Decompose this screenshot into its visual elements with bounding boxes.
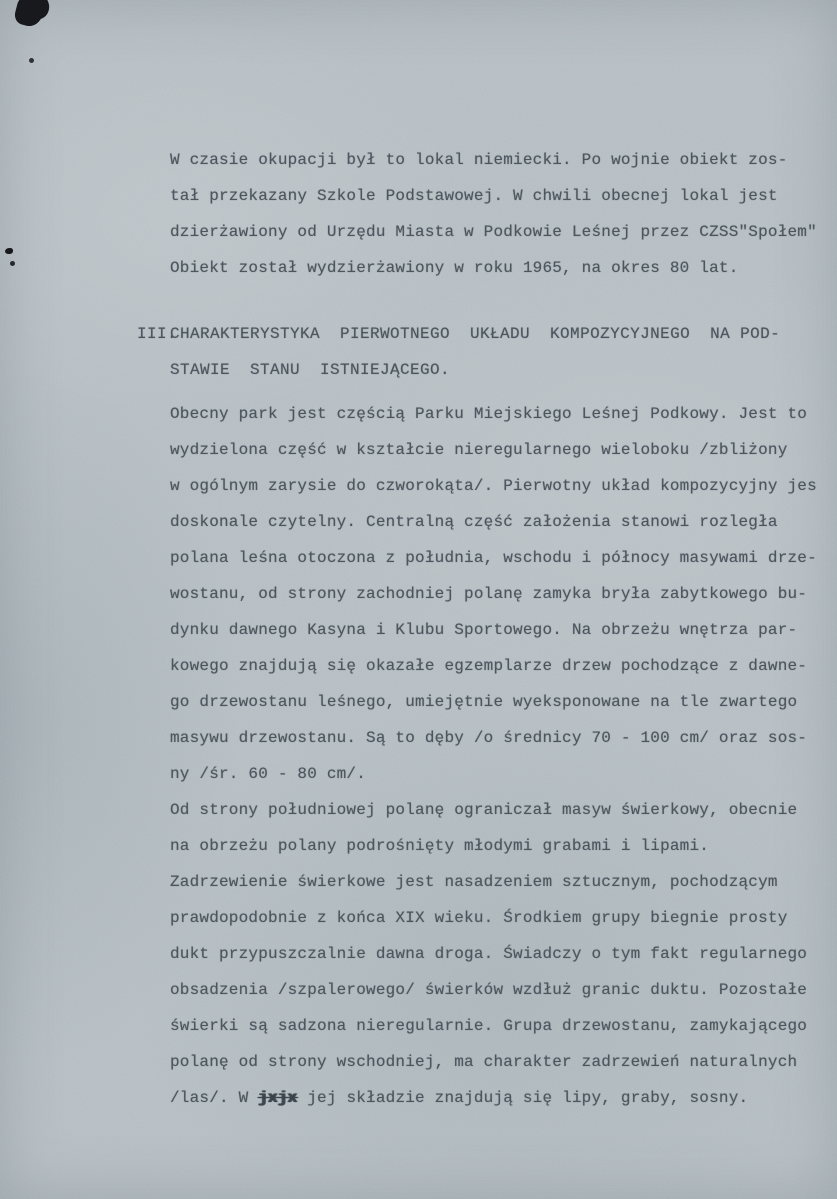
text-line: tał przekazany Szkole Podstawowej. W chwili obecnej lokal jest: [170, 187, 778, 205]
paragraph-lines: [170, 396, 836, 1080]
text-line: Od strony południowej polanę ograniczał masyw świerkowy, obecnie: [170, 801, 798, 819]
heading-line: [137, 316, 836, 352]
heading-text: CHARAKTERYSTYKA PIERWOTNEGO UKŁADU KOMPOZYCYJNEGO NA POD-: [170, 325, 781, 343]
typewritten-text-block: [137, 142, 836, 1116]
text-line: polanę od strony wschodniej, ma charakter zadrzewień naturalnych: [170, 1053, 798, 1071]
text-line-final: [170, 1080, 836, 1116]
heading-text: STAWIE STANU ISTNIEJĄCEGO.: [170, 361, 451, 379]
text-line: wostanu, od strony zachodniej polanę zamyka bryła zabytkowego bu-: [170, 585, 808, 603]
ink-blot: [13, 0, 46, 29]
final-line-pre: /las/. W: [170, 1089, 259, 1107]
text-line: dzierżawiony od Urzędu Miasta w Podkowie Leśnej przez CZSS"Społem": [170, 223, 817, 241]
text-line: Zadrzewienie świerkowe jest nasadzeniem sztucznym, pochodzącym: [170, 873, 778, 891]
text-line: dukt przypuszczalnie dawna droga. Świadczy o tym fakt regularnego: [170, 945, 808, 963]
text-line: obsadzenia /szpalerowego/ świerków wzdłuż granic duktu. Pozostałe: [170, 981, 808, 999]
text-line: ny /śr. 60 - 80 cm/.: [170, 765, 367, 783]
text-line: polana leśna otoczona z południa, wschodu i północy masywami drze-: [170, 549, 817, 567]
strikethrough-correction: jxjx: [258, 1089, 298, 1107]
text-line: świerki są sadzona nieregularnie. Grupa drzewostanu, zamykającego: [170, 1017, 808, 1035]
paragraph-park-description: [170, 396, 836, 1116]
ink-speck: [5, 248, 13, 254]
text-line: dynku dawnego Kasyna i Klubu Sportowego. Na obrzeżu wnętrza par-: [170, 621, 798, 639]
text-line: Obecny park jest częścią Parku Miejskiego Leśnej Podkowy. Jest to: [170, 405, 808, 423]
text-line: doskonale czytelny. Centralną część założenia stanowi rozległa: [170, 513, 778, 531]
final-line-post: jej składzie znajdują się lipy, graby, sosny.: [297, 1089, 749, 1107]
text-line: W czasie okupacji był to lokal niemiecki. Po wojnie obiekt zos-: [170, 151, 788, 169]
text-line: kowego znajdują się okazałe egzemplarze drzew pochodzące z dawne-: [170, 657, 808, 675]
text-line: w ogólnym zarysie do czworokąta/. Pierwotny układ kompozycyjny jes: [170, 477, 817, 495]
text-line: masywu drzewostanu. Są to dęby /o średnicy 70 - 100 cm/ oraz sos-: [170, 729, 808, 747]
ink-speck: [10, 261, 15, 266]
text-line: go drzewostanu leśnego, umiejętnie wyeksponowane na tle zwartego: [170, 693, 798, 711]
text-line: wydzielona część w kształcie nieregularnego wieloboku /zbliżony: [170, 441, 788, 459]
text-line: prawdopodobnie z końca XIX wieku. Środkiem grupy biegnie prosty: [170, 909, 788, 927]
ink-speck: [29, 58, 34, 63]
text-line: na obrzeżu polany podrośnięty młodymi grabami i lipami.: [170, 837, 710, 855]
paragraph-occupation-history: [170, 142, 836, 286]
section-heading: [137, 316, 836, 388]
heading-line: [170, 352, 836, 388]
section-number: III.: [137, 325, 178, 343]
text-line: Obiekt został wydzierżawiony w roku 1965, na okres 80 lat.: [170, 259, 739, 277]
